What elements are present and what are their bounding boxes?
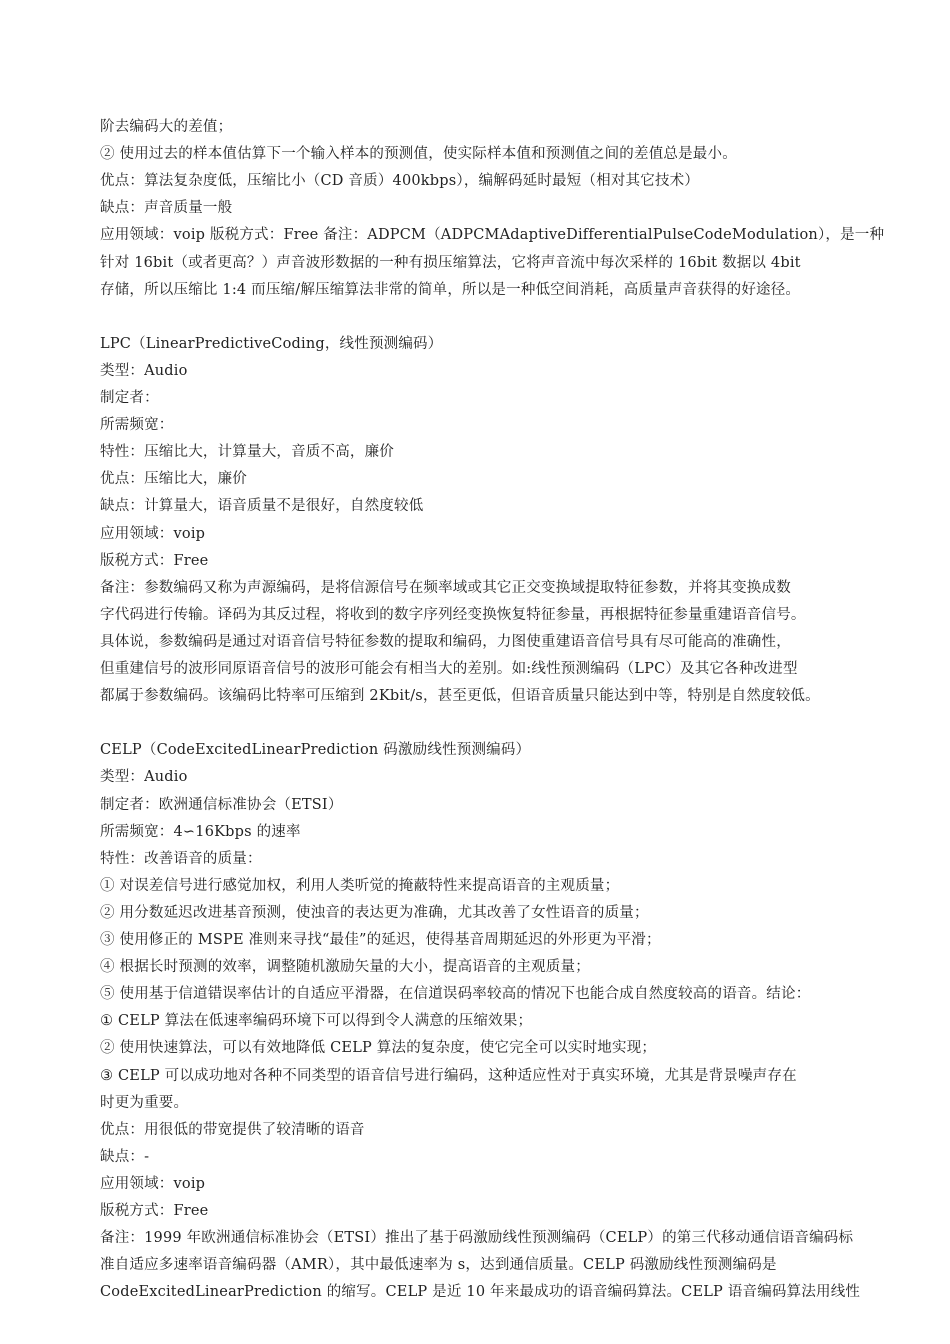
text-line: 优点：算法复杂度低，压缩比小（CD 音质）400kbps），编解码延时最短（相对其它技术） [100, 173, 700, 189]
text-line: ② 使用过去的样本值估算下一个输入样本的预测值，使实际样本值和预测值之间的差值总是最小。 [100, 146, 737, 162]
text-line: 都属于参数编码。该编码比特率可压缩到 2Kbit/s，甚至更低，但语音质量只能达到中等，特别是自然度较低。 [100, 688, 820, 704]
text-line: 但重建信号的波形同原语音信号的波形可能会有相当大的差别。如:线性预测编码（LPC）及其它各种改进型 [100, 661, 798, 677]
text-line: CodeExcitedLinearPrediction 的缩写。CELP 是近 10 年来最成功的语音编码算法。CELP 语音编码算法用线性 [100, 1284, 861, 1300]
text-line: 具体说，参数编码是通过对语音信号特征参数的提取和编码，力图使重建语音信号具有尽可能高的准确性， [100, 634, 791, 650]
text-line: 优点：用很低的带宽提供了较清晰的语音 [100, 1122, 365, 1138]
text-line: ② 使用快速算法，可以有效地降低 CELP 算法的复杂度，使它完全可以实时地实现； [100, 1040, 657, 1056]
text-line: 缺点：计算量大，语音质量不是很好，自然度较低 [100, 498, 424, 514]
text-line: 优点：压缩比大，廉价 [100, 471, 247, 487]
text-line: ④ 根据长时预测的效率，调整随机激励矢量的大小，提高语音的主观质量； [100, 959, 590, 975]
blank-line [100, 305, 900, 329]
text-line: 备注：1999 年欧洲通信标准协会（ETSI）推出了基于码激励线性预测编码（CELP）的第三代移动通信语音编码标 [100, 1230, 854, 1246]
text-line: 版税方式：Free [100, 553, 209, 569]
text-line: ③ CELP 可以成功地对各种不同类型的语音信号进行编码，这种适应性对于真实环境，尤其是背景噪声存在 [100, 1068, 797, 1084]
text-line: ② 用分数延迟改进基音预测，使浊音的表达更为准确，尤其改善了女性语音的质量； [100, 905, 649, 921]
text-line: 存储，所以压缩比 1:4 而压缩/解压缩算法非常的简单，所以是一种低空间消耗，高质量声音获得的好途径。 [100, 282, 801, 298]
text-line: 所需频宽：4∽16Kbps 的速率 [100, 824, 301, 840]
text-line: 字代码进行传输。译码为其反过程，将收到的数字序列经变换恢复特征参量，再根据特征参量重建语音信号。 [100, 607, 806, 623]
text-line: 缺点：声音质量一般 [100, 200, 233, 216]
text-line: 类型：Audio [100, 363, 188, 379]
text-line: CELP（CodeExcitedLinearPrediction 码激励线性预测编码） [100, 742, 531, 758]
text-line: ① CELP 算法在低速率编码环境下可以得到令人满意的压缩效果； [100, 1013, 533, 1029]
text-line: 备注：参数编码又称为声源编码，是将信源信号在频率域或其它正交变换域提取特征参数，并将其变换成数 [100, 580, 791, 596]
text-line: 应用领域：voip [100, 1176, 206, 1192]
text-line: 版税方式：Free [100, 1203, 209, 1219]
text-line: 应用领域：voip 版税方式：Free 备注：ADPCM（ADPCMAdaptiveDifferentialPulseCodeModulation），是一种 [100, 227, 885, 243]
text-line: LPC（LinearPredictiveCoding，线性预测编码） [100, 336, 443, 352]
text-line: 制定者： [100, 390, 159, 406]
text-line: 阶去编码大的差值； [100, 119, 233, 135]
text-line: 特性：改善语音的质量： [100, 851, 262, 867]
text-line: 应用领域：voip [100, 526, 206, 542]
text-line: 特性：压缩比大，计算量大，音质不高，廉价 [100, 444, 394, 460]
text-line: 类型：Audio [100, 769, 188, 785]
text-line: 所需频宽： [100, 417, 174, 433]
text-line: 缺点：- [100, 1149, 150, 1165]
text-line: 准自适应多速率语音编码器（AMR），其中最低速率为 s，达到通信质量。CELP 码激励线性预测编码是 [100, 1257, 777, 1273]
text-line: 制定者：欧洲通信标准协会（ETSI） [100, 797, 343, 813]
blank-line [100, 711, 900, 735]
text-line: 时更为重要。 [100, 1095, 189, 1111]
text-line: ③ 使用修正的 MSPE 准则来寻找“最佳”的延迟，使得基音周期延迟的外形更为平滑； [100, 932, 661, 948]
text-line: ① 对误差信号进行感觉加权，利用人类听觉的掩蔽特性来提高语音的主观质量； [100, 878, 620, 894]
text-line: 针对 16bit（或者更高？）声音波形数据的一种有损压缩算法，它将声音流中每次采样的 16bit 数据以 4bit [100, 255, 801, 271]
text-line: ⑤ 使用基于信道错误率估计的自适应平滑器，在信道误码率较高的情况下也能合成自然度较高的语音。结论： [100, 986, 811, 1002]
